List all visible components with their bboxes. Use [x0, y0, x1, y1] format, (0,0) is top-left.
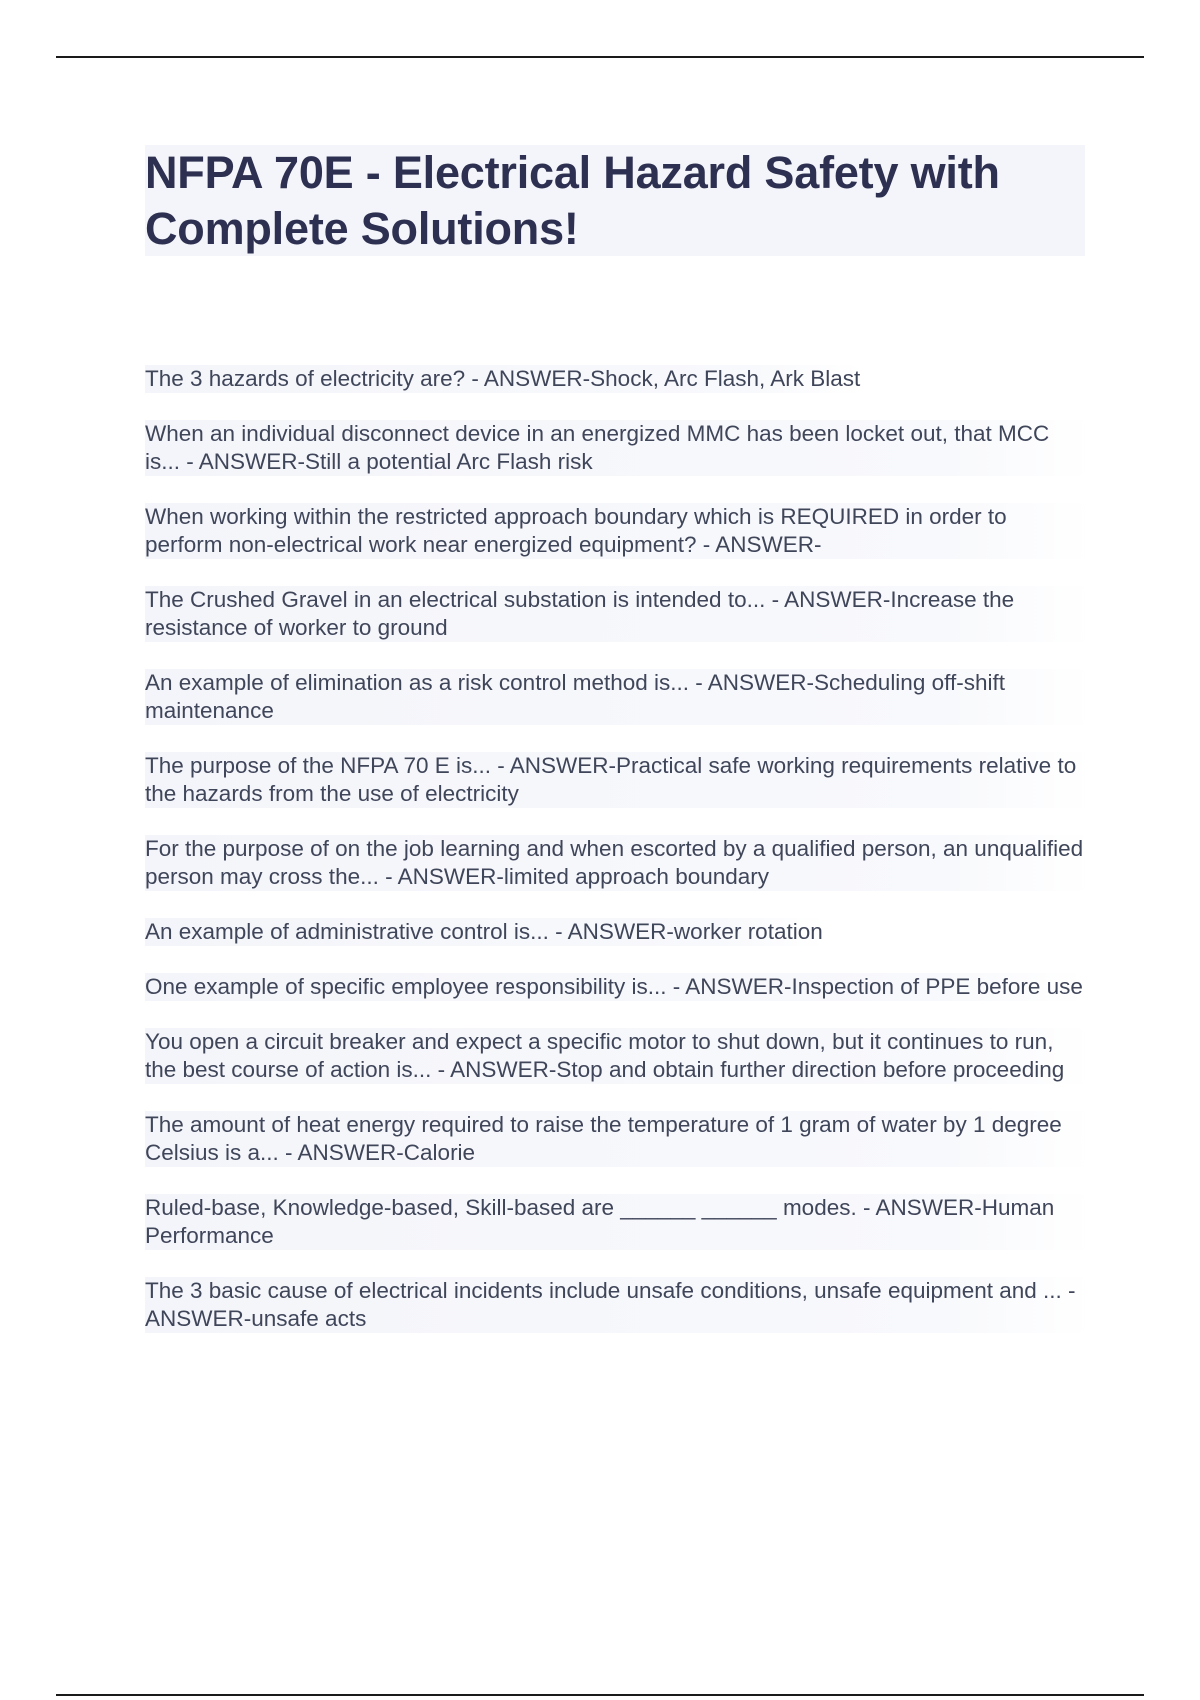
qa-item: An example of elimination as a risk control method is... - ANSWER-Scheduling off-shift maintenance [145, 669, 1092, 725]
qa-list [145, 365, 1095, 1360]
qa-item: The amount of heat energy required to raise the temperature of 1 gram of water by 1 degree Celsius is a... - ANSWER-Calorie [145, 1111, 1092, 1167]
qa-item: The purpose of the NFPA 70 E is... - ANSWER-Practical safe working requirements relative to the hazards from the use of electricity [145, 752, 1092, 808]
bottom-rule [56, 1694, 1144, 1696]
qa-item: The 3 hazards of electricity are? - ANSWER-Shock, Arc Flash, Ark Blast [145, 366, 861, 391]
qa-item: The 3 basic cause of electrical incidents include unsafe conditions, unsafe equipment and ... - ANSWER-unsafe acts [145, 1277, 1092, 1333]
qa-item: An example of administrative control is... - ANSWER-worker rotation [145, 919, 823, 944]
title-block [145, 145, 1085, 256]
document-title: NFPA 70E - Electrical Hazard Safety with Complete Solutions! [145, 147, 1000, 254]
top-rule [56, 56, 1144, 58]
qa-item: When an individual disconnect device in an energized MMC has been locket out, that MCC is... - ANSWER-Still a potential Arc Flash risk [145, 420, 1092, 476]
qa-item: When working within the restricted approach boundary which is REQUIRED in order to perform non-electrical work near energized equipment? - ANSWER- [145, 503, 1092, 559]
qa-item: One example of specific employee responsibility is... - ANSWER-Inspection of PPE before use [145, 974, 1083, 999]
qa-item: You open a circuit breaker and expect a specific motor to shut down, but it continues to run, the best course of action is... - ANSWER-Stop and obtain further direction before proceeding [145, 1028, 1092, 1084]
qa-item: For the purpose of on the job learning and when escorted by a qualified person, an unqualified person may cross the... - ANSWER-limited approach boundary [145, 835, 1092, 891]
qa-item: Ruled-base, Knowledge-based, Skill-based are ______ ______ modes. - ANSWER-Human Performance [145, 1194, 1092, 1250]
qa-item: The Crushed Gravel in an electrical substation is intended to... - ANSWER-Increase the resistance of worker to ground [145, 586, 1092, 642]
